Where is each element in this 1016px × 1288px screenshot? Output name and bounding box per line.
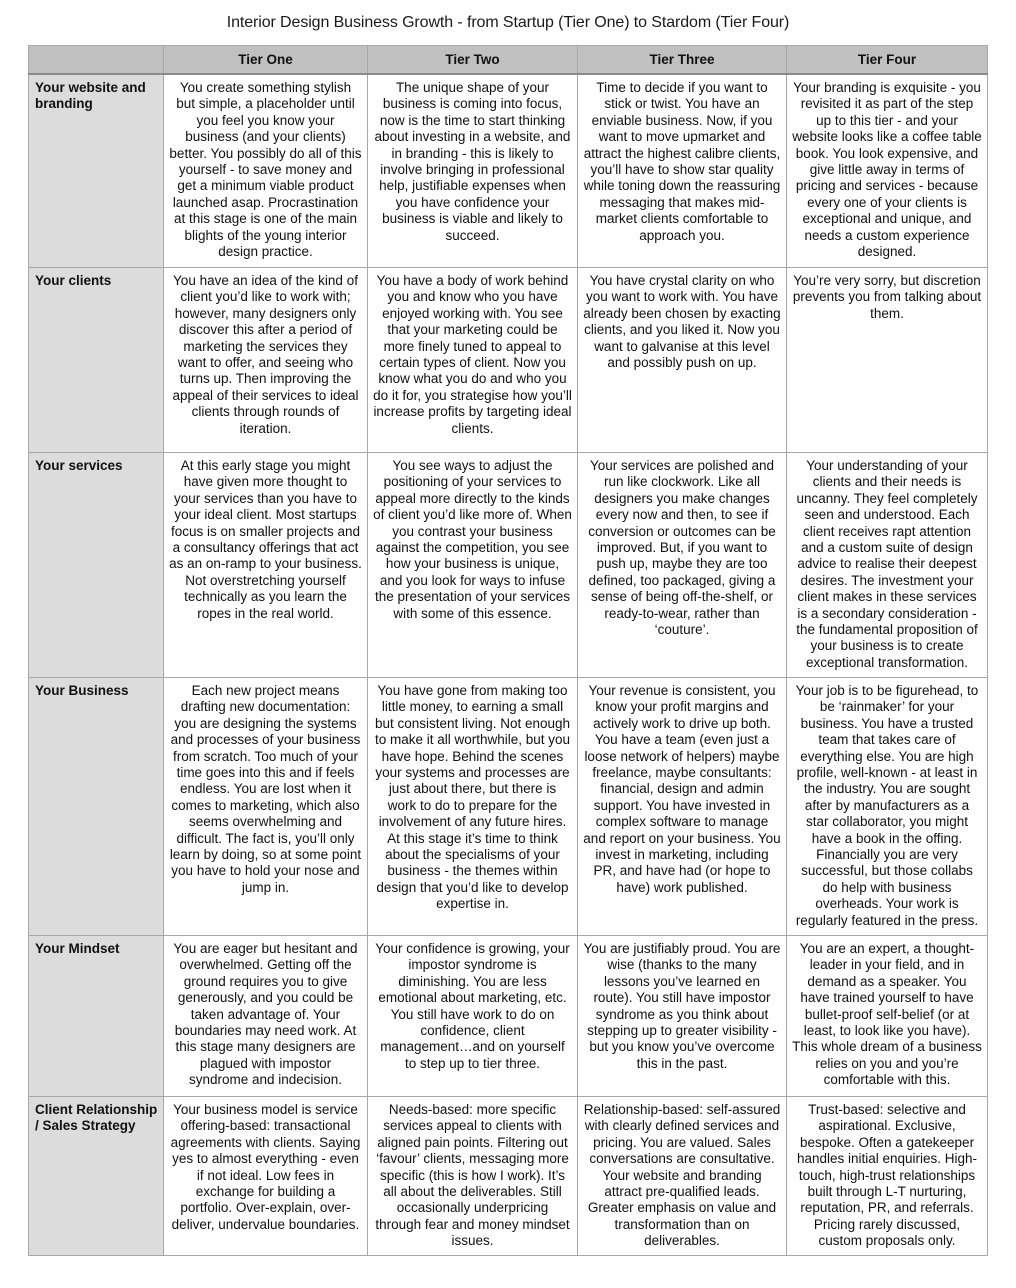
cell-tier-two: Needs-based: more specific services appeal to clients with aligned pain points. Filtering out ‘favour’ clients, messaging more specific (this is how I work). It’s all about the deliverables. Still occasionally underpricing through fear and money mindset issues. bbox=[368, 1097, 578, 1256]
header-tier-three: Tier Three bbox=[578, 46, 787, 75]
cell-tier-two: Your confidence is growing, your impostor syndrome is diminishing. You are less emotional about marketing, etc. You still have work to do on confidence, client management…and on yourself to step up to tier three. bbox=[368, 936, 578, 1097]
cell-tier-two: You have a body of work behind you and know who you have enjoyed working with. You see that your marketing could be more finely tuned to appeal to certain types of client. Now you know what you do and who you do it for, you strategise how you’ll increase profits by targeting ideal clients. bbox=[368, 268, 578, 453]
cell-tier-two: The unique shape of your business is coming into focus, now is the time to start thinking about investing in a website, and in branding - this is likely to involve bringing in professional help, justifiable expenses when you have confidence your business is viable and likely to succeed. bbox=[368, 74, 578, 268]
cell-tier-three: Time to decide if you want to stick or twist. You have an enviable business. Now, if you want to move upmarket and attract the highest calibre clients, you’ll have to show star quality while toning down the reassuring messaging that makes mid-market clients comfortable to approach you. bbox=[578, 74, 787, 268]
cell-tier-two: You have gone from making too little money, to earning a small but consistent living. Not enough to make it all worthwhile, but you have hope. Behind the scenes your systems and processes are just about there, but there is work to do to prepare for the involvement of any future hires. At this stage it’s time to think about the specialisms of your business - the themes within design that you’d like to develop expertise in. bbox=[368, 678, 578, 936]
cell-tier-one: You have an idea of the kind of client you’d like to work with; however, many designers only discover this after a period of marketing the services they want to offer, and seeing who turns up. Then improving the appeal of their services to ideal clients through rounds of iteration. bbox=[164, 268, 368, 453]
cell-tier-four: You are an expert, a thought-leader in your field, and in demand as a speaker. You have trained yourself to have bullet-proof self-belief (or at least, to look like you have). This whole dream of a business relies on you and you’re comfortable with this. bbox=[787, 936, 988, 1097]
row-label: Your Mindset bbox=[29, 936, 164, 1097]
header-tier-four: Tier Four bbox=[787, 46, 988, 75]
table-row-clients bbox=[29, 268, 988, 453]
cell-tier-three: Your services are polished and run like clockwork. Like all designers you make changes every now and then, to see if conversion or outcomes can be improved. But, if you want to push up, maybe they are too defined, too packaged, giving a sense of being off-the-shelf, or ready-to-wear, rather than ‘couture’. bbox=[578, 453, 787, 678]
cell-tier-one: Your business model is service offering-based: transactional agreements with clients. Saying yes to almost everything - even if not ideal. Low fees in exchange for building a portfolio. Over-explain, over-deliver, undervalue boundaries. bbox=[164, 1097, 368, 1256]
header-corner bbox=[29, 46, 164, 75]
cell-tier-four: Your branding is exquisite - you revisited it as part of the step up to this tier - and your website looks like a coffee table book. You look expensive, and give little away in terms of pricing and services - because every one of your clients is exceptional and unique, and needs a custom experience designed. bbox=[787, 74, 988, 268]
table-row-client-relationship bbox=[29, 1097, 988, 1256]
header-tier-two: Tier Two bbox=[368, 46, 578, 75]
cell-tier-three: You have crystal clarity on who you want to work with. You have already been chosen by exacting clients, and you liked it. Now you want to galvanise at this level and possibly push on up. bbox=[578, 268, 787, 453]
table-row-website-branding bbox=[29, 74, 988, 268]
cell-tier-two: You see ways to adjust the positioning of your services to appeal more directly to the kinds of client you’d like more of. When you contrast your business against the competition, you see how your business is unique, and you look for ways to infuse the presentation of your services with some of this essence. bbox=[368, 453, 578, 678]
cell-tier-four: You’re very sorry, but discretion prevents you from talking about them. bbox=[787, 268, 988, 453]
tier-comparison-table bbox=[28, 45, 988, 1256]
row-label: Your clients bbox=[29, 268, 164, 453]
table-row-business bbox=[29, 678, 988, 936]
row-label: Your Business bbox=[29, 678, 164, 936]
cell-tier-three: Relationship-based: self-assured with clearly defined services and pricing. You are valued. Sales conversations are consultative. Your website and branding attract pre-qualified leads. Greater emphasis on value and transformation than on deliverables. bbox=[578, 1097, 787, 1256]
cell-tier-one: You are eager but hesitant and overwhelmed. Getting off the ground requires you to give generously, and you could be taken advantage of. Your boundaries may need work. At this stage many designers are plagued with impostor syndrome and indecision. bbox=[164, 936, 368, 1097]
header-row bbox=[29, 46, 988, 75]
cell-tier-four: Your job is to be figurehead, to be ‘rainmaker’ for your business. You have a trusted team that takes care of everything else. You are high profile, well-known - at least in the industry. You are sought after by manufacturers as a star collaborator, you might have a book in the offing. Financially you are very successful, but those collabs do help with business overheads. Your work is regularly featured in the press. bbox=[787, 678, 988, 936]
row-label: Your website and branding bbox=[29, 74, 164, 268]
table-row-mindset bbox=[29, 936, 988, 1097]
cell-tier-three: You are justifiably proud. You are wise (thanks to the many lessons you’ve learned en route). You still have impostor syndrome as you think about stepping up to greater visibility - but you know you’ve overcome this in the past. bbox=[578, 936, 787, 1097]
table-row-services bbox=[29, 453, 988, 678]
page-title: Interior Design Business Growth - from Startup (Tier One) to Stardom (Tier Four) bbox=[226, 14, 790, 31]
cell-tier-four: Trust-based: selective and aspirational. Exclusive, bespoke. Often a gatekeeper handles initial enquiries. High-touch, high-trust relationships built through L-T nurturing, reputation, PR, and referrals. Pricing rarely discussed, custom proposals only. bbox=[787, 1097, 988, 1256]
cell-tier-four: Your understanding of your clients and their needs is uncanny. They feel completely seen and understood. Each client receives rapt attention and a custom suite of design advice to realise their deepest desires. The investment your client makes in these services is a secondary consideration - the fundamental proposition of your business is to create exceptional transformation. bbox=[787, 453, 988, 678]
cell-tier-one: You create something stylish but simple, a placeholder until you feel you know your business (and your clients) better. You possibly do all of this yourself - to save money and get a minimum viable product launched asap. Procrastination at this stage is one of the main blights of the young interior design practice. bbox=[164, 74, 368, 268]
row-label: Client Relationship / Sales Strategy bbox=[29, 1097, 164, 1256]
header-tier-one: Tier One bbox=[164, 46, 368, 75]
cell-tier-one: At this early stage you might have given more thought to your services than you have to your ideal client. Most startups focus is on smaller projects and a consultancy offerings that act as an on-ramp to your business. Not overstretching yourself technically as you learn the ropes in the real world. bbox=[164, 453, 368, 678]
row-label: Your services bbox=[29, 453, 164, 678]
cell-tier-one: Each new project means drafting new documentation: you are designing the systems and processes of your business from scratch. Too much of your time goes into this and if feels endless. You are lost when it comes to marketing, which also seems overwhelming and difficult. The fact is, you’ll only learn by doing, so at some point you have to hold your nose and jump in. bbox=[164, 678, 368, 936]
cell-tier-three: Your revenue is consistent, you know your profit margins and actively work to drive up both. You have a team (even just a loose network of helpers) maybe freelance, maybe consultants: financial, design and admin support. You have invested in complex software to manage and report on your business. You invest in marketing, including PR, and have had (or hope to have) work published. bbox=[578, 678, 787, 936]
